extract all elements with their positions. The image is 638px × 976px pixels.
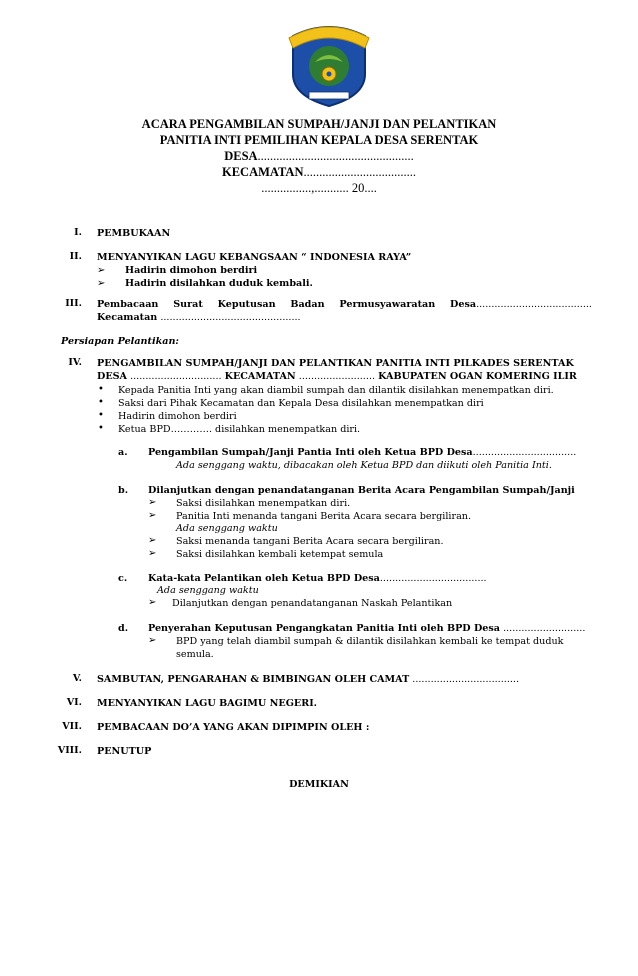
section-title: SAMBUTAN, PENGARAHAN & BIMBINGAN OLEH CAMAT ...................................	[97, 674, 520, 685]
subitem-title: Dilanjutkan dengan penandatanganan Berita Acara Pengambilan Sumpah/Janji	[148, 485, 575, 496]
section-number: VIII.	[57, 745, 82, 756]
regency-emblem-logo	[285, 22, 373, 108]
section-line-kecamatan: Kecamatan ..............................................	[97, 312, 301, 323]
section-number: VII.	[62, 721, 82, 732]
section-title: PENGAMBILAN SUMPAH/JANJI DAN PELANTIKAN PANITIA INTI PILKADES SERENTAK	[97, 358, 574, 369]
subitem-label: a.	[118, 447, 128, 458]
subitem-label: c.	[118, 573, 128, 584]
document-title-line1: ACARA PENGAMBILAN SUMPAH/JANJI DAN PELANTIKAN	[141, 117, 497, 131]
subitem-title: Penyerahan Keputusan Pengangkatan Panitia Inti oleh BPD Desa ...........................	[148, 623, 586, 634]
arrow-bullet-icon: ➢	[148, 497, 157, 508]
section-number: III.	[65, 298, 82, 309]
section-number: I.	[74, 227, 82, 238]
section-title: PENUTUP	[97, 746, 152, 757]
subheading-persiapan: Persiapan Pelantikan:	[61, 336, 179, 347]
list-item: Hadirin dimohon berdiri	[118, 411, 237, 422]
subitem-note: Ada senggang waktu, dibacakan oleh Ketua BPD dan diikuti oleh Panitia Inti.	[176, 460, 552, 471]
list-item: Saksi dari Pihak Kecamatan dan Kepala Desa disilahkan menempatkan diri	[118, 398, 484, 409]
subitem-title: Kata-kata Pelantikan oleh Ketua BPD Desa...................................	[148, 573, 487, 584]
section-number: IV.	[68, 357, 82, 368]
arrow-bullet-icon: ➢	[148, 548, 157, 559]
list-item: Saksi menanda tangani Berita Acara secara bergiliran.	[176, 536, 444, 547]
list-item: Saksi disilahkan kembali ketempat semula	[176, 549, 384, 560]
arrow-bullet-icon: ➢	[148, 535, 157, 546]
section-number: II.	[69, 251, 82, 262]
arrow-bullet-icon: ➢	[97, 265, 106, 276]
list-item: Saksi disilahkan menempatkan diri.	[176, 498, 351, 509]
document-title-kecamatan: KECAMATAN....................................	[222, 165, 416, 179]
subitem-note: Ada senggang waktu	[176, 523, 278, 534]
section-title-line2: DESA .............................. KECAMATAN ......................... KABUPATEN OGAN KOMERING ILIR	[97, 371, 577, 382]
document-title-desa: DESA..................................................	[224, 149, 414, 163]
arrow-bullet-icon: ➢	[97, 278, 106, 289]
section-title: PEMBACAAN DO’A YANG AKAN DIPIMPIN OLEH :	[97, 722, 370, 733]
closing-text: DEMIKIAN	[289, 779, 349, 790]
section-number: VI.	[66, 697, 82, 708]
arrow-bullet-icon: ➢	[148, 510, 157, 521]
section-title: MENYANYIKAN LAGU BAGIMU NEGERI.	[97, 698, 318, 709]
document-title-line2: PANITIA INTI PEMILIHAN KEPALA DESA SERENTAK	[159, 133, 479, 147]
bullet-dot-icon: •	[98, 397, 104, 408]
bullet-dot-icon: •	[98, 410, 104, 421]
list-item-continuation: semula.	[176, 649, 214, 660]
arrow-bullet-icon: ➢	[148, 597, 157, 608]
section-title: PEMBUKAAN	[97, 228, 171, 239]
section-title-justified: Pembacaan Surat Keputusan Badan Permusyawaratan Desa......................................	[97, 299, 592, 310]
bullet-dot-icon: •	[98, 423, 104, 434]
bullet-dot-icon: •	[98, 384, 104, 395]
list-item: Kepada Panitia Inti yang akan diambil sumpah dan dilantik disilahkan menempatkan diri.	[118, 385, 554, 396]
list-item: BPD yang telah diambil sumpah & dilantik disilahkan kembali ke tempat duduk	[176, 636, 564, 647]
list-item: Ketua BPD…………. disilahkan menempatkan diri.	[118, 424, 361, 435]
list-item: Panitia Inti menanda tangani Berita Acara secara bergiliran.	[176, 511, 472, 522]
subitem-title: Pengambilan Sumpah/Janji Pantia Inti oleh Ketua BPD Desa..................................	[148, 447, 577, 458]
list-item: Hadirin disilahkan duduk kembali.	[125, 278, 313, 289]
subitem-label: d.	[118, 623, 129, 634]
list-item: Hadirin dimohon berdiri	[125, 265, 258, 276]
arrow-bullet-icon: ➢	[148, 635, 157, 646]
subitem-note: Ada senggang waktu	[157, 585, 259, 596]
list-item: Dilanjutkan dengan penandatanganan Naskah Pelantikan	[172, 598, 453, 609]
subitem-label: b.	[118, 485, 129, 496]
section-title: MENYANYIKAN LAGU KEBANGSAAN “ INDONESIA RAYA”	[97, 252, 412, 263]
document-title-date: ................,........... 20....	[261, 181, 377, 195]
section-number: V.	[72, 673, 82, 684]
